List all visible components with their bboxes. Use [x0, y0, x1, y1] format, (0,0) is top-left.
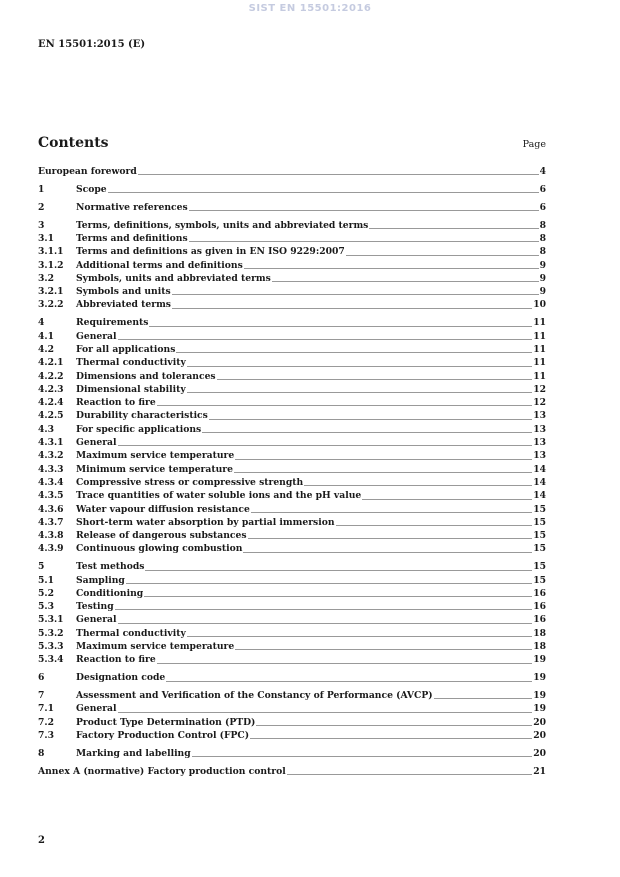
- toc-entry-title: Conditioning: [76, 587, 144, 599]
- toc-entry[interactable]: [38, 574, 546, 587]
- toc-entry-number: 5.3: [38, 601, 54, 613]
- toc-entry-page: 6: [539, 201, 546, 213]
- toc-dot-leader: [144, 596, 532, 597]
- contents-heading: Contents: [38, 135, 109, 151]
- toc-dot-leader: [172, 308, 532, 309]
- toc-entry-title: Reaction to fire: [76, 397, 156, 409]
- toc-dot-leader: [108, 192, 539, 193]
- toc-entry-title: General: [76, 437, 117, 449]
- toc-entry[interactable]: [38, 259, 546, 272]
- toc-entry-title: General: [76, 614, 117, 626]
- toc-entry[interactable]: [38, 627, 546, 640]
- toc-entry-number: 5.3.2: [38, 627, 64, 639]
- toc-entry-number: 7.1: [38, 703, 54, 715]
- toc-entry-page: 19: [533, 672, 546, 684]
- toc-entry-number: 5: [38, 561, 45, 573]
- toc-entry-page: 13: [533, 437, 546, 449]
- toc-entry[interactable]: [38, 542, 546, 555]
- toc-entry-title: Release of dangerous substances: [76, 530, 247, 542]
- toc-dot-leader: [217, 379, 533, 380]
- toc-entry[interactable]: [38, 765, 546, 778]
- toc-dot-leader: [248, 538, 533, 539]
- toc-entry-number: 8: [38, 747, 45, 759]
- toc-entry-number: 7.2: [38, 716, 54, 728]
- toc-entry-number: 7: [38, 690, 45, 702]
- toc-entry[interactable]: [38, 702, 546, 715]
- toc-entry-title: Abbreviated terms: [76, 299, 171, 311]
- toc-entry-number: 4.3.2: [38, 450, 64, 462]
- toc-dot-leader: [304, 485, 532, 486]
- toc-dot-leader: [189, 241, 539, 242]
- toc-entry-page: 19: [533, 690, 546, 702]
- toc-dot-leader: [235, 649, 532, 650]
- toc-dot-leader: [138, 174, 539, 175]
- toc-entry-page: 8: [539, 246, 546, 258]
- toc-dot-leader: [272, 281, 539, 282]
- toc-entry-number: 4.3.1: [38, 437, 64, 449]
- toc-entry-number: 4.2.3: [38, 383, 64, 395]
- toc-entry[interactable]: [38, 689, 546, 702]
- toc-entry-title: Maximum service temperature: [76, 450, 235, 462]
- toc-dot-leader: [157, 405, 532, 406]
- toc-entry[interactable]: [38, 729, 546, 742]
- toc-entry-number: 4.3.4: [38, 476, 64, 488]
- document-id: EN 15501:2015 (E): [38, 39, 146, 50]
- toc-entry-number: 3.2.2: [38, 299, 64, 311]
- toc-entry-number: 4.2.5: [38, 410, 64, 422]
- toc-entry-title: Test methods: [76, 561, 145, 573]
- toc-dot-leader: [126, 583, 532, 584]
- toc-entry-number: 1: [38, 183, 45, 195]
- toc-entry[interactable]: [38, 409, 546, 422]
- toc-entry-page: 11: [533, 357, 546, 369]
- toc-entry-page: 14: [533, 476, 546, 488]
- toc-entry-number: 5.3.3: [38, 641, 64, 653]
- toc-entry-title: Sampling: [76, 574, 125, 586]
- toc-entry-number: 4.3.6: [38, 503, 64, 515]
- toc-entry-number: 5.3.1: [38, 614, 64, 626]
- toc-dot-leader: [192, 756, 533, 757]
- toc-entry-number: 3.1.2: [38, 259, 64, 271]
- toc-entry-title: General: [76, 703, 117, 715]
- toc-entry[interactable]: [38, 503, 546, 516]
- toc-entry-title: Product Type Determination (PTD): [76, 716, 256, 728]
- toc-entry-page: 9: [539, 259, 546, 271]
- toc-entry-number: 4.3.5: [38, 490, 64, 502]
- toc-entry-page: 16: [533, 601, 546, 613]
- toc-entry-page: 11: [533, 370, 546, 382]
- toc-entry[interactable]: [38, 716, 546, 729]
- toc-entry-title: Compressive stress or compressive strength: [76, 476, 304, 488]
- toc-entry-page: 18: [533, 627, 546, 639]
- toc-entry-number: 4.3.8: [38, 530, 64, 542]
- toc-dot-leader: [176, 352, 532, 353]
- toc-entry-number: 5.2: [38, 587, 54, 599]
- toc-entry-page: 15: [533, 574, 546, 586]
- toc-entry-title: Reaction to fire: [76, 654, 156, 666]
- toc-entry-number: 3.1.1: [38, 246, 64, 258]
- toc-dot-leader: [369, 228, 538, 229]
- toc-entry[interactable]: [38, 600, 546, 613]
- toc-entry-title: European foreword: [38, 166, 137, 177]
- toc-entry-page: 15: [533, 516, 546, 528]
- toc-entry-title: Short-term water absorption by partial immersion: [76, 516, 335, 528]
- toc-entry-title: Annex A (normative) Factory production control: [38, 765, 286, 777]
- toc-entry-number: 3.2: [38, 272, 54, 284]
- toc-entry-title: Requirements: [76, 317, 149, 329]
- toc-entry[interactable]: [38, 463, 546, 476]
- toc-entry[interactable]: [38, 370, 546, 383]
- toc-entry-page: 20: [533, 716, 546, 728]
- toc-entry-number: 5.1: [38, 574, 54, 586]
- toc-dot-leader: [189, 210, 539, 211]
- toc-entry[interactable]: [38, 423, 546, 436]
- toc-entry-page: 20: [533, 730, 546, 742]
- toc-entry-title: For specific applications: [76, 423, 202, 435]
- toc-entry-page: 6: [539, 183, 546, 195]
- toc-entry-number: 4: [38, 317, 45, 329]
- toc-entry-number: 3.2.1: [38, 286, 64, 298]
- toc-entry[interactable]: [38, 316, 546, 329]
- toc-entry[interactable]: [38, 516, 546, 529]
- toc-entry-title: Scope: [76, 183, 107, 195]
- toc-dot-leader: [251, 512, 532, 513]
- toc-entry-title: Testing: [76, 601, 114, 613]
- toc-entry-page: 21: [533, 765, 546, 777]
- toc-dot-leader: [250, 738, 532, 739]
- toc-entry[interactable]: [38, 219, 546, 232]
- toc-entry[interactable]: [38, 285, 546, 298]
- toc-entry[interactable]: [38, 330, 546, 343]
- toc-dot-leader: [118, 712, 533, 713]
- toc-entry[interactable]: [38, 671, 546, 684]
- toc-entry-page: 16: [533, 614, 546, 626]
- toc-dot-leader: [118, 623, 533, 624]
- toc-entry[interactable]: [38, 640, 546, 653]
- toc-entry[interactable]: [38, 436, 546, 449]
- toc-entry-title: Water vapour diffusion resistance: [76, 503, 250, 515]
- toc-entry-number: 4.3: [38, 423, 54, 435]
- toc-entry[interactable]: [38, 476, 546, 489]
- toc-entry[interactable]: [38, 201, 546, 214]
- toc-dot-leader: [346, 255, 539, 256]
- toc-entry-title: Additional terms and definitions: [76, 259, 243, 271]
- toc-dot-leader: [434, 698, 533, 699]
- toc-entry-number: 3.1: [38, 232, 54, 244]
- toc-entry-title: Minimum service temperature: [76, 463, 233, 475]
- toc-entry-page: 11: [533, 343, 546, 355]
- toc-entry-title: Durability characteristics: [76, 410, 208, 422]
- toc-entry-page: 15: [533, 561, 546, 573]
- toc-entry-page: 15: [533, 543, 546, 555]
- toc-entry[interactable]: [38, 272, 546, 285]
- toc-entry-title: Dimensional stability: [76, 383, 186, 395]
- toc-entry-page: 8: [539, 232, 546, 244]
- toc-entry-number: 2: [38, 201, 45, 213]
- toc-dot-leader: [166, 681, 532, 682]
- toc-entry-page: 13: [533, 410, 546, 422]
- toc-dot-leader: [235, 459, 532, 460]
- toc-dot-leader: [145, 570, 532, 571]
- toc-dot-leader: [149, 326, 532, 327]
- toc-dot-leader: [243, 552, 532, 553]
- toc-entry-page: 9: [539, 286, 546, 298]
- toc-entry-page: 12: [533, 383, 546, 395]
- toc-dot-leader: [157, 663, 532, 664]
- toc-dot-leader: [287, 774, 532, 775]
- page-column-label: Page: [522, 139, 546, 150]
- toc-entry-page: 4: [539, 166, 546, 177]
- toc-entry-page: 14: [533, 463, 546, 475]
- table-of-contents: [38, 165, 546, 778]
- toc-entry[interactable]: [38, 587, 546, 600]
- toc-dot-leader: [187, 392, 533, 393]
- toc-entry[interactable]: [38, 298, 546, 311]
- toc-entry-page: 15: [533, 503, 546, 515]
- toc-dot-leader: [256, 725, 532, 726]
- toc-entry-number: 4.2.1: [38, 357, 64, 369]
- toc-entry-title: Factory Production Control (FPC): [76, 730, 250, 742]
- toc-entry-number: 4.2.2: [38, 370, 64, 382]
- toc-entry[interactable]: [38, 232, 546, 245]
- watermark: SIST EN 15501:2016: [248, 3, 372, 14]
- toc-entry-page: 20: [533, 747, 546, 759]
- toc-entry-number: 4.3.3: [38, 463, 64, 475]
- toc-entry[interactable]: [38, 560, 546, 573]
- toc-entry-title: Trace quantities of water soluble ions and the pH value: [76, 490, 362, 502]
- toc-entry-page: 8: [539, 219, 546, 231]
- toc-dot-leader: [118, 445, 533, 446]
- toc-entry-number: 7.3: [38, 730, 54, 742]
- toc-entry-page: 15: [533, 530, 546, 542]
- toc-dot-leader: [244, 268, 539, 269]
- toc-entry[interactable]: [38, 383, 546, 396]
- toc-dot-leader: [118, 339, 533, 340]
- toc-entry[interactable]: [38, 396, 546, 409]
- toc-entry-page: 19: [533, 654, 546, 666]
- toc-dot-leader: [172, 294, 539, 295]
- toc-entry[interactable]: [38, 245, 546, 258]
- toc-dot-leader: [187, 366, 532, 367]
- toc-entry-page: 11: [533, 330, 546, 342]
- toc-entry-title: Maximum service temperature: [76, 641, 235, 653]
- toc-entry-title: Thermal conductivity: [76, 357, 186, 369]
- toc-entry-page: 14: [533, 490, 546, 502]
- toc-dot-leader: [209, 419, 532, 420]
- toc-entry-page: 13: [533, 450, 546, 462]
- toc-entry-title: Designation code: [76, 672, 166, 684]
- toc-dot-leader: [202, 432, 532, 433]
- toc-entry-title: For all applications: [76, 343, 176, 355]
- toc-entry-page: 16: [533, 587, 546, 599]
- toc-entry-title: Continuous glowing combustion: [76, 543, 243, 555]
- toc-entry-number: 3: [38, 219, 45, 231]
- toc-entry-title: Dimensions and tolerances: [76, 370, 216, 382]
- toc-dot-leader: [187, 636, 532, 637]
- toc-entry-title: Thermal conductivity: [76, 627, 186, 639]
- toc-entry-title: Terms and definitions: [76, 232, 188, 244]
- toc-entry-title: Symbols and units: [76, 286, 171, 298]
- toc-entry-title: Normative references: [76, 201, 188, 213]
- toc-entry-number: 5.3.4: [38, 654, 64, 666]
- toc-entry[interactable]: [38, 343, 546, 356]
- toc-dot-leader: [362, 499, 532, 500]
- toc-entry-number: 4.1: [38, 330, 54, 342]
- toc-entry-number: 4.2: [38, 343, 54, 355]
- toc-entry[interactable]: [38, 613, 546, 626]
- toc-entry-title: Terms, definitions, symbols, units and abbreviated terms: [76, 219, 369, 231]
- toc-dot-leader: [234, 472, 532, 473]
- toc-entry-title: General: [76, 330, 117, 342]
- toc-entry-title: Symbols, units and abbreviated terms: [76, 272, 271, 284]
- toc-entry-title: Assessment and Verification of the Constancy of Performance (AVCP): [76, 690, 433, 702]
- toc-entry-page: 19: [533, 703, 546, 715]
- toc-dot-leader: [336, 525, 533, 526]
- page-number: 2: [38, 835, 45, 846]
- toc-entry-page: 9: [539, 272, 546, 284]
- toc-entry[interactable]: [38, 747, 546, 760]
- toc-entry-page: 18: [533, 641, 546, 653]
- toc-entry-number: 4.3.7: [38, 516, 64, 528]
- toc-dot-leader: [115, 609, 533, 610]
- toc-entry[interactable]: [38, 653, 546, 666]
- toc-entry[interactable]: [38, 165, 546, 178]
- toc-entry[interactable]: [38, 183, 546, 196]
- toc-entry-page: 12: [533, 397, 546, 409]
- toc-entry-page: 11: [533, 317, 546, 329]
- toc-entry[interactable]: [38, 356, 546, 369]
- toc-entry[interactable]: [38, 529, 546, 542]
- toc-entry-number: 6: [38, 672, 45, 684]
- toc-entry[interactable]: [38, 449, 546, 462]
- toc-entry[interactable]: [38, 489, 546, 502]
- toc-entry-title: Terms and definitions as given in EN ISO 9229:2007: [76, 246, 345, 258]
- toc-entry-title: Marking and labelling: [76, 747, 191, 759]
- toc-entry-page: 10: [533, 299, 546, 311]
- toc-entry-page: 13: [533, 423, 546, 435]
- toc-entry-number: 4.3.9: [38, 543, 64, 555]
- toc-entry-number: 4.2.4: [38, 397, 64, 409]
